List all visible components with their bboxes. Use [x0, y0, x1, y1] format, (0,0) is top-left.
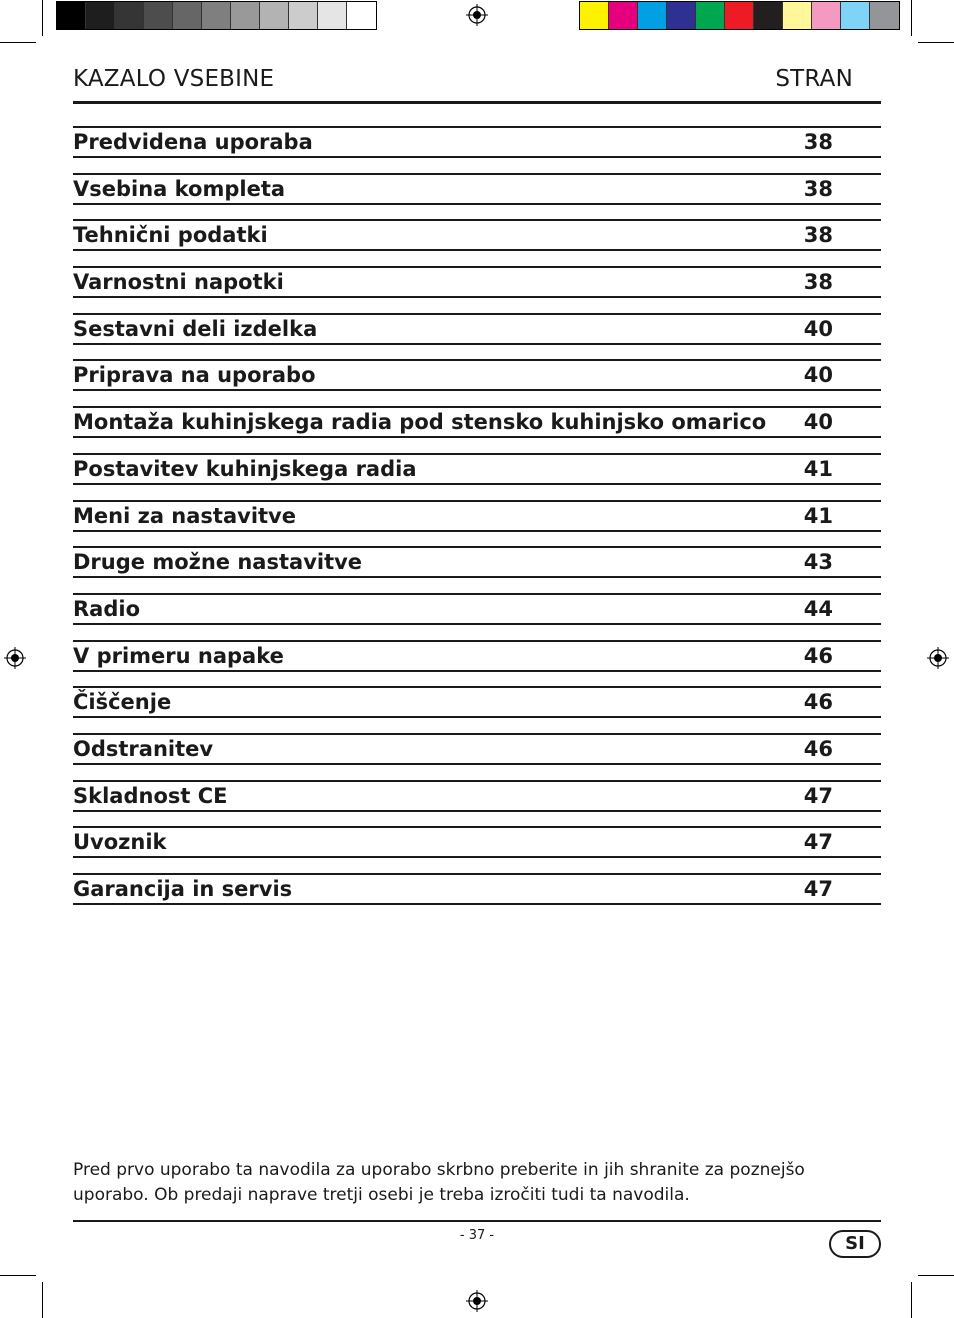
toc-entry: [73, 266, 881, 298]
usage-note-line: uporabo. Ob predaji naprave tretji osebi je treba izročiti tudi ta navodila.: [73, 1185, 690, 1205]
color-swatch: [725, 2, 754, 29]
toc-entry-label: Vsebina kompleta: [73, 176, 286, 201]
color-swatch: [841, 2, 870, 29]
toc-entry-page: 47: [803, 877, 833, 901]
crop-mark: [911, 0, 912, 36]
page-number: - 37 -: [459, 1228, 495, 1243]
language-badge: SI: [829, 1230, 881, 1258]
toc-entry: [73, 406, 881, 438]
toc-entry-label: Radio: [73, 596, 140, 621]
toc-entry-label: Čiščenje: [73, 690, 172, 715]
toc-entry: [73, 173, 881, 205]
toc-entry-page: 41: [803, 456, 833, 481]
toc-entry-label: Priprava na uporabo: [73, 363, 316, 388]
toc-entry: [73, 359, 881, 391]
color-swatch: [696, 2, 725, 29]
registration-mark-icon: [4, 647, 26, 669]
crop-mark: [42, 1282, 43, 1318]
registration-mark-icon: [466, 1290, 488, 1312]
toc-entry-page: 40: [803, 316, 833, 341]
footer-divider: [73, 1220, 881, 1222]
color-swatch: [754, 2, 783, 29]
toc-entry-label: V primeru napake: [73, 643, 284, 668]
toc-entry: [73, 780, 881, 812]
color-swatch: [260, 2, 289, 29]
color-swatch: [57, 2, 86, 29]
toc-entry-page: 47: [803, 830, 833, 855]
color-swatch: [318, 2, 347, 29]
color-swatch: [783, 2, 812, 29]
toc-entry-page: 46: [803, 690, 833, 715]
toc-entry-label: Sestavni deli izdelka: [73, 316, 318, 341]
toc-entry-label: Skladnost CE: [73, 783, 228, 808]
toc-entry-page: 38: [803, 223, 833, 248]
registration-mark-icon: [466, 4, 488, 26]
toc-entry-label: Predvidena uporaba: [73, 130, 313, 154]
toc-entry: [73, 873, 881, 905]
toc-entry-label: Varnostni napotki: [73, 270, 284, 295]
toc-entry-label: Garancija in servis: [73, 877, 293, 901]
toc-entry-label: Uvoznik: [73, 830, 167, 855]
color-swatch: [638, 2, 667, 29]
color-swatch: [86, 2, 115, 29]
color-swatch: [115, 2, 144, 29]
toc-entry: [73, 313, 881, 345]
crop-mark: [0, 1275, 36, 1276]
toc-entry: [73, 500, 881, 532]
page-title: KAZALO VSEBINE: [73, 66, 275, 92]
toc-entry: [73, 593, 881, 625]
toc-entry-label: Druge možne nastavitve: [73, 550, 363, 575]
usage-note: [73, 1158, 873, 1208]
toc-entry-label: Montaža kuhinjskega radia pod stensko kuhinjsko omarico: [73, 410, 767, 435]
toc-entry-label: Tehnični podatki: [73, 223, 268, 248]
color-swatch: [347, 2, 376, 29]
color-swatch: [289, 2, 318, 29]
toc-entry-page: 44: [803, 596, 833, 621]
toc-entry: [73, 453, 881, 485]
toc-entry: [73, 219, 881, 251]
toc-entry: [73, 640, 881, 672]
color-swatch: [144, 2, 173, 29]
usage-note-line: Pred prvo uporabo ta navodila za uporabo skrbno preberite in jih shranite za poznejšo: [73, 1160, 805, 1180]
toc-entry: [73, 733, 881, 765]
toc-entry: [73, 826, 881, 858]
toc-entry-page: 40: [803, 363, 833, 388]
crop-mark: [918, 42, 954, 43]
toc-entry-page: 46: [803, 736, 833, 761]
color-swatch: [812, 2, 841, 29]
table-of-contents: [73, 126, 881, 920]
color-swatch: [231, 2, 260, 29]
color-swatch: [173, 2, 202, 29]
toc-entry: [73, 546, 881, 578]
toc-entry-page: 43: [803, 550, 833, 575]
toc-entry-page: 38: [803, 176, 833, 201]
toc-header: [73, 66, 881, 104]
toc-entry-page: 41: [803, 503, 833, 528]
toc-entry: [73, 686, 881, 718]
toc-entry-label: Meni za nastavitve: [73, 503, 296, 528]
crop-mark: [42, 0, 43, 36]
color-swatch: [609, 2, 638, 29]
toc-entry-page: 40: [803, 410, 833, 435]
color-swatch: [580, 2, 609, 29]
color-calibration-strip: [579, 1, 900, 30]
toc-entry-label: Postavitev kuhinjskega radia: [73, 456, 417, 481]
toc-entry-page: 38: [803, 270, 833, 295]
crop-mark: [0, 42, 36, 43]
grayscale-calibration-strip: [56, 1, 377, 30]
color-swatch: [202, 2, 231, 29]
crop-mark: [911, 1282, 912, 1318]
color-swatch: [667, 2, 696, 29]
toc-entry-page: 47: [803, 783, 833, 808]
crop-mark: [918, 1275, 954, 1276]
registration-mark-icon: [927, 647, 949, 669]
toc-entry-label: Odstranitev: [73, 736, 214, 761]
color-swatch: [870, 2, 899, 29]
toc-entry-page: 46: [803, 643, 833, 668]
toc-entry-page: 38: [803, 130, 833, 154]
page-column-heading: STRAN: [775, 66, 853, 92]
toc-entry: [73, 126, 881, 158]
